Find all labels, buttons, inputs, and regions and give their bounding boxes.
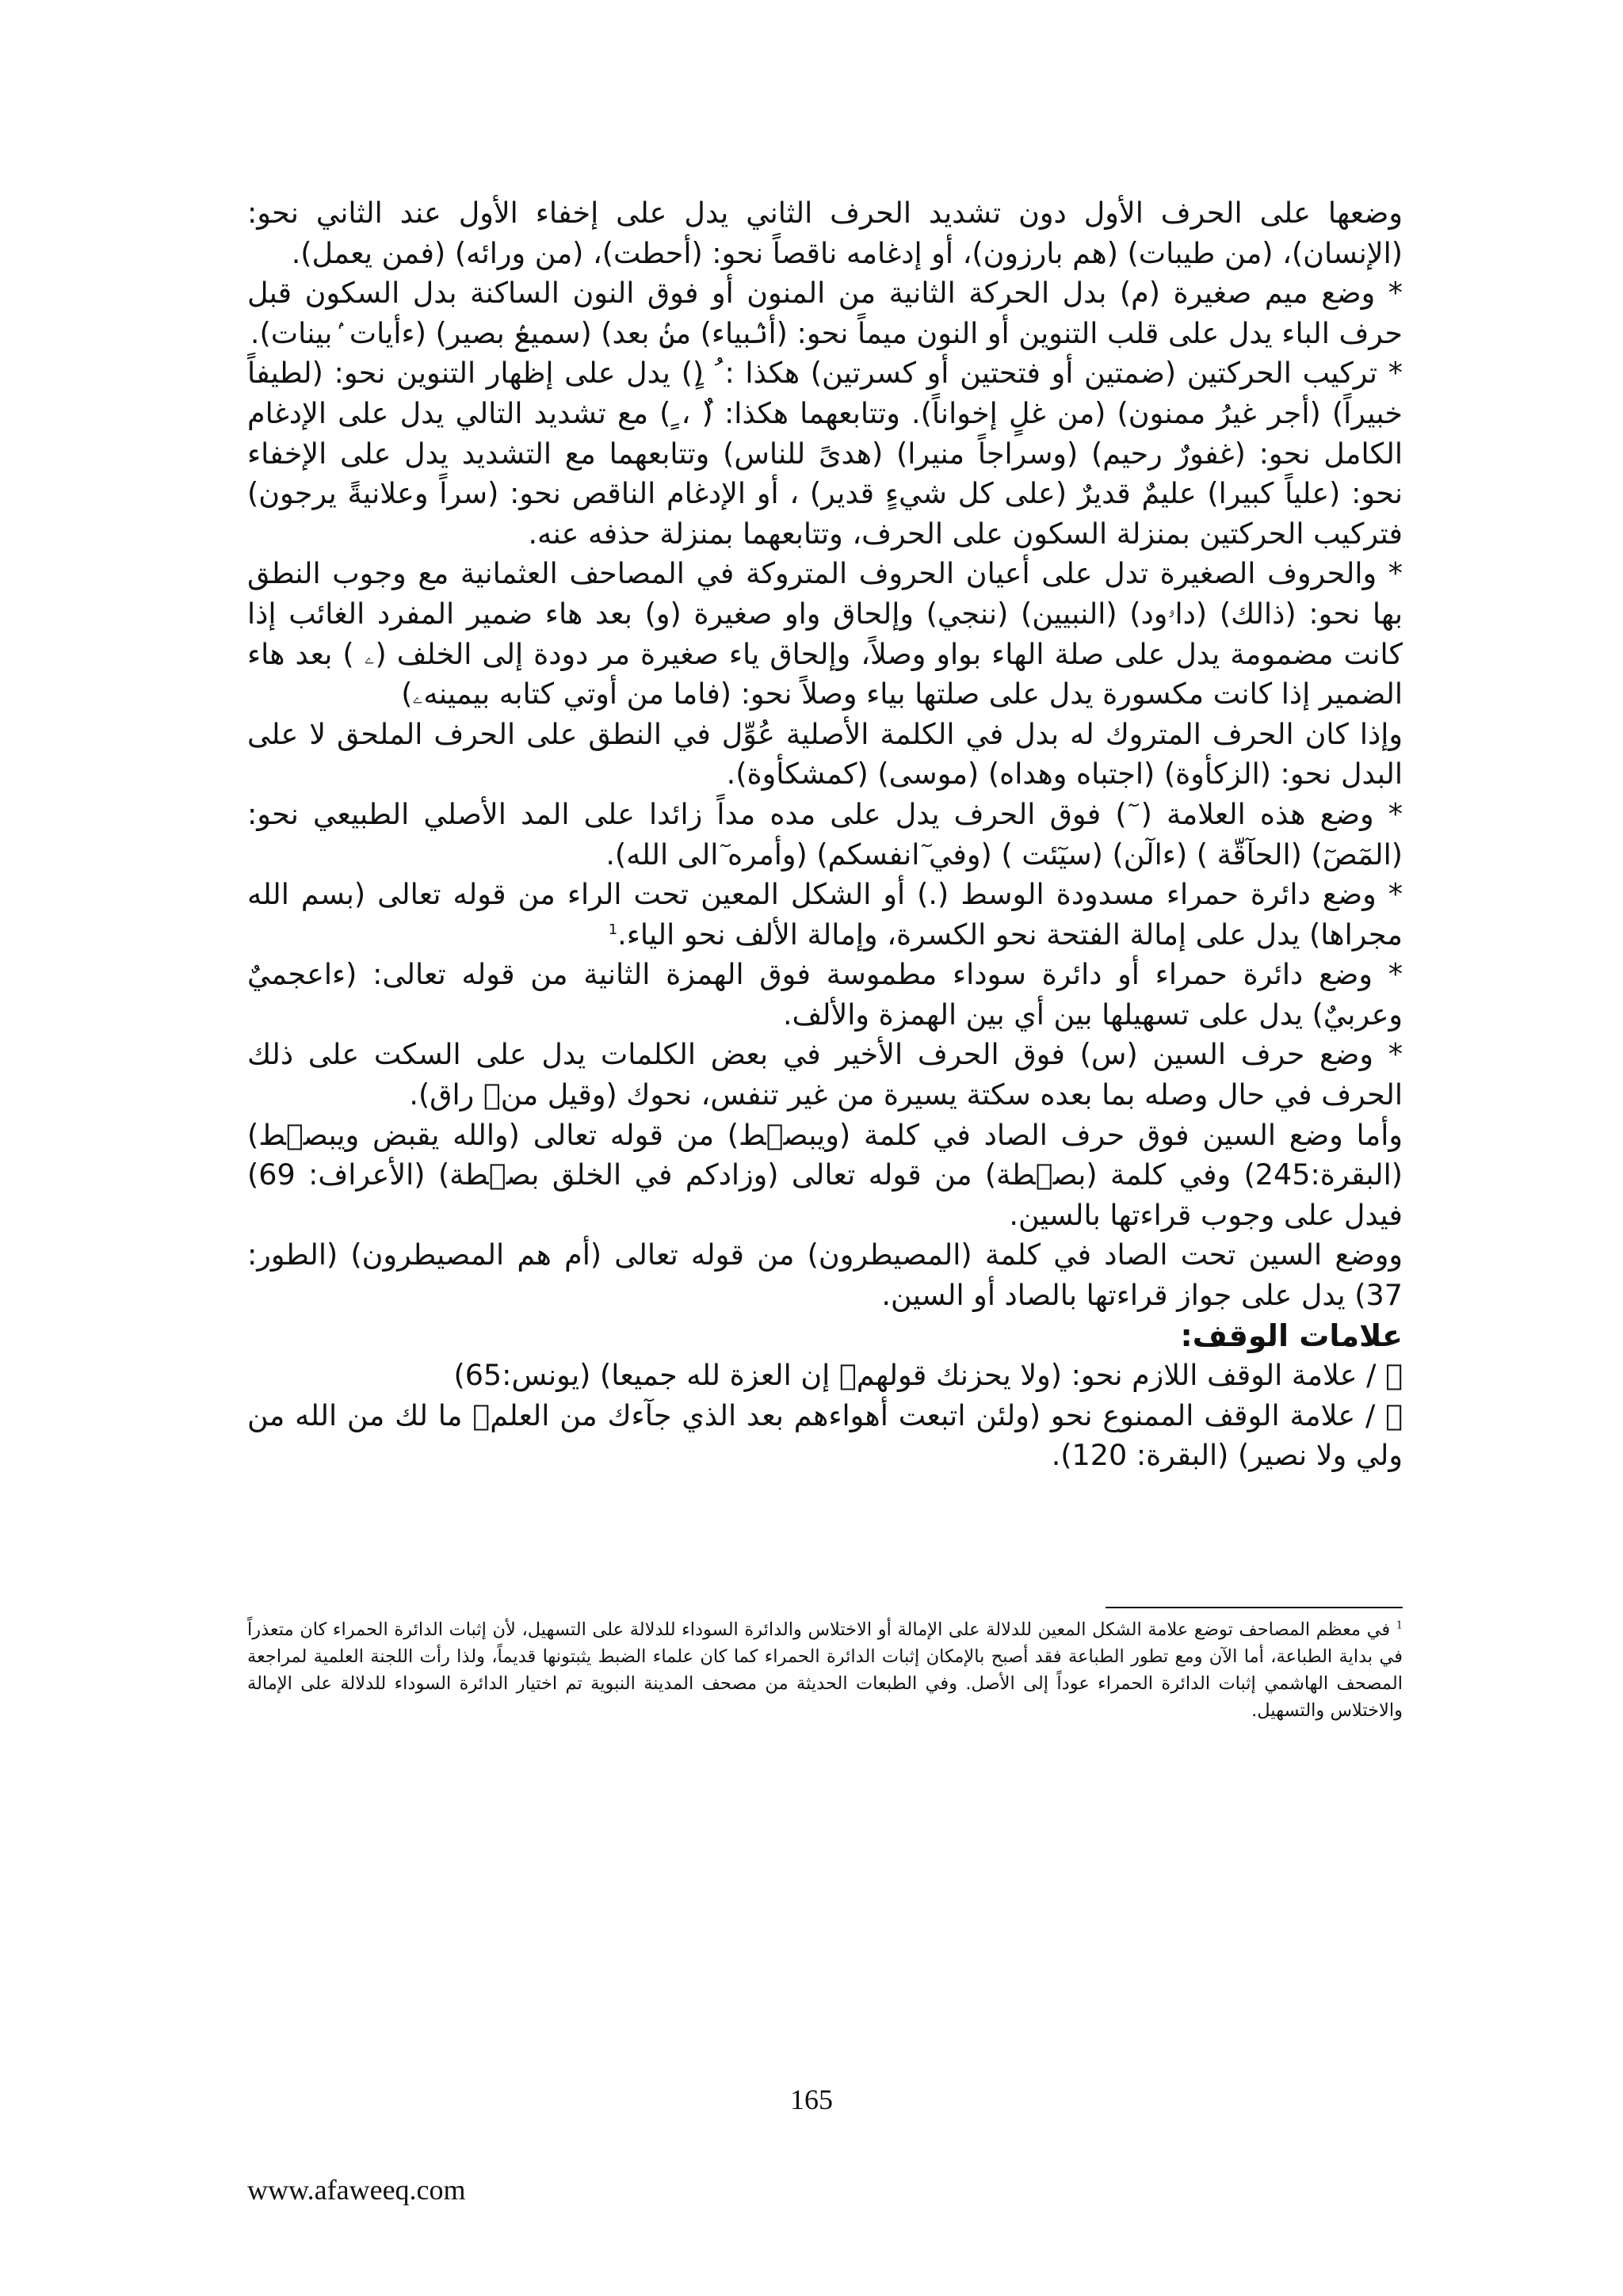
paragraph-5: وإذا كان الحرف المتروك له بدل في الكلمة الأصلية عُوِّل في النطق على الحرف الملحق لا على البدل نحو: (الزكأوة) (اجتباه وهداه) (موسى) (كمشكأوة). [247,716,1403,791]
paragraph-9: * وضع حرف السين (س) فوق الحرف الأخير في بعض الكلمات يدل على السكت على ذلك الحرف في حال وصله بما بعده سكتة يسيرة من غير تنفس، نحوك (وقيل منۜ راق). [247,1037,1403,1112]
main-text [247,193,1403,1476]
paragraph-7-text: * وضع دائرة حمراء مسدودة الوسط (.) أو الشكل المعين تحت الراء من قوله تعالى (بسم الله مجراها) يدل على إمالة الفتحة نحو الكسرة، وإمالة الألف نحو الياء. [247,877,1403,952]
footnote-reference: 1 [608,921,618,938]
website-footer: www.afaweeq.com [247,2174,466,2206]
paragraph-7 [247,875,1403,955]
footnote-separator [1106,1607,1403,1608]
footnote-paragraph [247,1616,1403,1724]
footnote-marker: 1 [1396,1619,1403,1632]
footnote [247,1616,1403,1724]
paragraph-8: * وضع دائرة حمراء أو دائرة سوداء مطموسة فوق الهمزة الثانية من قوله تعالى: (ءاعجميٌ وعربيٌ) يدل على تسهيلها بين أي بين الهمزة والألف. [247,957,1403,1032]
paragraph-6: * وضع هذه العلامة ( ٓ) فوق الحرف يدل على مده مداً زائدا على المد الأصلي الطبيعي نحو: (المٓصٓ) (الحآقّة ) (ءالٓن) (سيٓئت ) (وفي ٓانفسكم) (وأمره ٓالى الله). [247,796,1403,871]
page-number: 165 [790,2084,833,2115]
paragraph-11: ووضع السين تحت الصاد في كلمة (المصيطرون) من قوله تعالى (أم هم المصيطرون) (الطور: 37) يدل على جواز قراءتها بالصاد أو السين. [247,1238,1403,1313]
stop-mark-1: ۘ / علامة الوقف اللازم نحو: (ولا يحزنك قولهمۘ إن العزة لله جميعا) (يونس:65) [453,1358,1403,1393]
stop-mark-2: ۚ / علامة الوقف الممنوع نحو (ولئن اتبعت أهواءهم بعد الذي جآءك من العلمۙ ما لك من الله من ولي ولا نصير) (البقرة: 120). [247,1398,1403,1473]
paragraph-3: * تركيب الحركتين (ضمتين أو فتحتين أو كسرتين) هكذا : ُ (ٍ) يدل على إظهار التنوين نحو: (لطيفاً خبيراً) (أجر غيرُ ممنون) (من غلٍ إخواناً). وتتابعهما هكذا: (ٌ ، ٍ) مع تشديد التالي يدل على الإدغام الكامل نحو: (غفورٌ رحيم) (وسراجاً منيرا) (هدىً للناس) وتتابعهما مع التشديد يدل على الإخفاء نحو: (علياً كبيرا) عليمٌ قديرٌ (على كل شيءٍ قدير) ، أو الإدغام الناقص نحو: (سراً وعلانيةً يرجون) فتركيب الحركتين بمنزلة السكون على الحرف، وتتابعهما بمنزلة حذفه عنه. [247,356,1403,551]
paragraph-1: وضعها على الحرف الأول دون تشديد الحرف الثاني يدل على إخفاء الأول عند الثاني نحو: (الإنسان)، (من طيبات) (هم بارزون)، أو إدغامه ناقصاً نحو: (أحطت)، (من ورائه) (فمن يعمل). [247,196,1403,270]
paragraph-10: وأما وضع السين فوق حرف الصاد في كلمة (ويبصۜط) من قوله تعالى (والله يقبض ويبصۜط) (البقرة:245) وفي كلمة (بصۜطة) من قوله تعالى (وزادكم في الخلق بصۜطة) (الأعراف: 69) فيدل على وجوب قراءتها بالسين. [247,1117,1403,1232]
section-heading [247,1316,1403,1356]
footnote-text: في معظم المصاحف توضع علامة الشكل المعين للدلالة على الإمالة أو الاختلاس والدائرة السوداء للدلالة على التسهيل، لأن إثبات الدائرة الحمراء كان متعذراً في بداية الطباعة، أما الآن ومع تطور الطباعة فقد أصبح بالإمكان إثبات الدائرة الحمراء كما كان علماء الضبط يثبتونها قديماً، ولذا رأت اللجنة العلمية لمراجعة المصحف الهاشمي إثبات الدائرة الحمراء عوداً إلى الأصل. وفي الطبعات الحديثة من مصحف المدينة النبوية تم اختيار الدائرة السوداء للدلالة على الإمالة والاختلاس والتسهيل. [247,1619,1403,1721]
paragraph-2: * وضع ميم صغيرة (م) بدل الحركة الثانية من المنون أو فوق النون الساكنة بدل السكون قبل حرف الباء يدل على قلب التنوين أو النون ميماً نحو: (أنۢبياء) منۢ بعد) (سميعۢ بصير) (ءأيات ۢبينات). [247,276,1403,350]
paragraph-4: * والحروف الصغيرة تدل على أعيان الحروف المتروكة في المصاحف العثمانية مع وجوب النطق بها نحو: (ذالك) (داۥود) (النبيين) (ننجي) وإلحاق واو صغيرة (و) بعد هاء ضمير المفرد الغائب إذا كانت مضمومة يدل على صلة الهاء بواو وصلاً، وإلحاق ياء صغيرة مر دودة إلى الخلف (ۦ ) بعد هاء الضمير إذا كانت مكسورة يدل على صلتها بياء وصلاً نحو: (فاما من أوتي كتابه بيمينهۦ) [247,556,1403,711]
section-heading-text: علامات الوقف: [1180,1318,1403,1353]
